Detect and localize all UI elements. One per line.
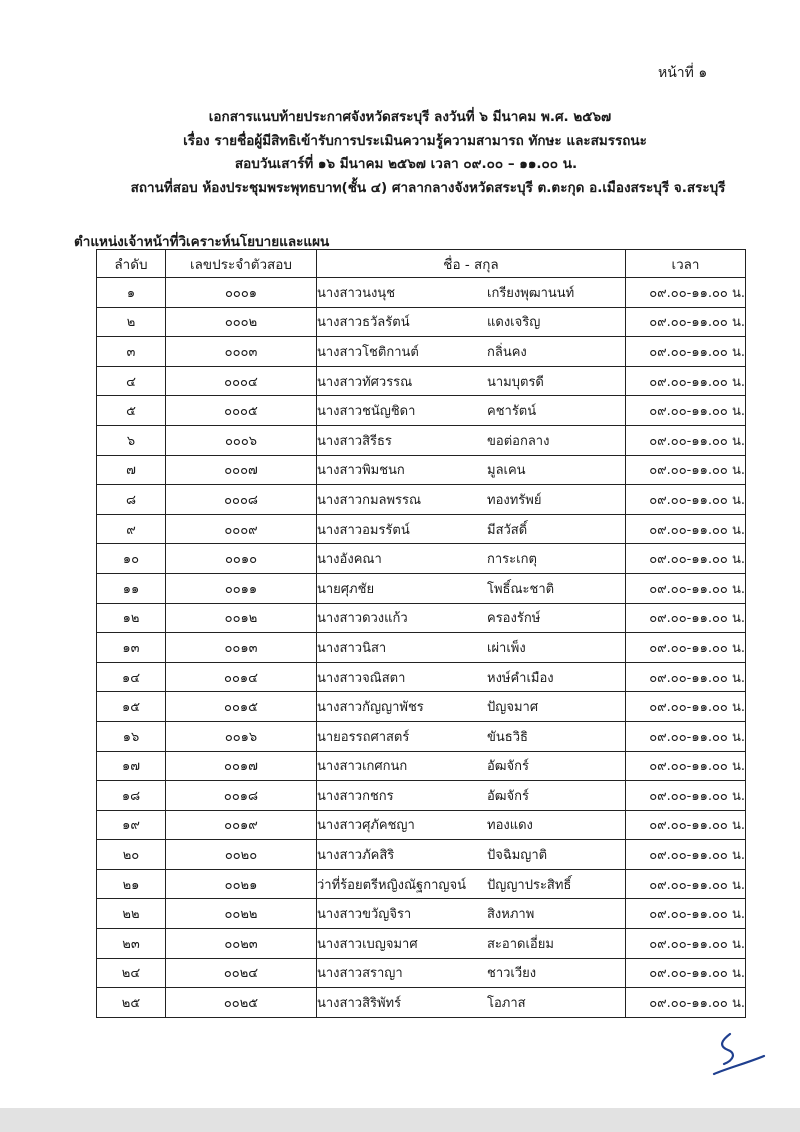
row-full-name [317, 396, 626, 426]
row-full-name [317, 425, 626, 455]
row-time: ๐๙.๐๐-๑๑.๐๐ น. [626, 307, 746, 337]
row-seq: ๑๒ [97, 603, 166, 633]
row-last-name: ทองทรัพย์ [487, 492, 542, 508]
header-announcement-line: เอกสารแนบท้ายประกาศจังหวัดสระบุรี ลงวันที่ ๖ มีนาคม พ.ศ. ๒๕๖๗ [208, 109, 612, 125]
row-time: ๐๙.๐๐-๑๑.๐๐ น. [626, 455, 746, 485]
row-time: ๐๙.๐๐-๑๑.๐๐ น. [626, 603, 746, 633]
row-last-name: มูลเคน [487, 463, 526, 479]
table-row [97, 603, 746, 633]
row-seq: ๑๖ [97, 721, 166, 751]
row-first-name: นางสาวสิริพัทร์ [317, 996, 402, 1012]
row-first-name: นางสาวกมลพรรณ [317, 492, 422, 508]
row-first-name: นางอังคณา [317, 552, 382, 568]
table-row [97, 840, 746, 870]
row-full-name [317, 573, 626, 603]
row-full-name [317, 751, 626, 781]
table-row [97, 485, 746, 515]
candidate-table [96, 249, 746, 1018]
row-exam-id: ๐๐๑๑ [166, 573, 317, 603]
row-seq: ๑๑ [97, 573, 166, 603]
row-seq: ๒๕ [97, 988, 166, 1018]
row-full-name [317, 662, 626, 692]
row-time: ๐๙.๐๐-๑๑.๐๐ น. [626, 899, 746, 929]
row-seq: ๒๑ [97, 869, 166, 899]
row-first-name: นางสาวชนัญชิดา [317, 404, 416, 420]
row-last-name: แดงเจริญ [487, 315, 541, 331]
row-last-name: โพธิ์ณะชาติ [487, 581, 555, 597]
row-first-name: นางสาวภัคสิริ [317, 848, 395, 864]
row-time: ๐๙.๐๐-๑๑.๐๐ น. [626, 810, 746, 840]
row-seq: ๑ [97, 278, 166, 308]
table-row [97, 544, 746, 574]
row-time: ๐๙.๐๐-๑๑.๐๐ น. [626, 633, 746, 663]
row-full-name [317, 603, 626, 633]
row-exam-id: ๐๐๐๕ [166, 396, 317, 426]
header-name: ชื่อ - สกุล [317, 250, 626, 278]
row-exam-id: ๐๐๑๒ [166, 603, 317, 633]
row-full-name [317, 337, 626, 367]
header-subject-line: เรื่อง รายชื่อผู้มีสิทธิเข้ารับการประเมินความรู้ความสามารถ ทักษะ และสมรรถนะ [183, 132, 647, 149]
row-full-name [317, 869, 626, 899]
row-full-name [317, 781, 626, 811]
row-seq: ๖ [97, 425, 166, 455]
page-number: หน้าที่ ๑ [658, 65, 708, 81]
row-first-name: นางสาวกัญญาพัชร [317, 700, 424, 716]
row-full-name [317, 692, 626, 722]
row-full-name [317, 455, 626, 485]
row-last-name: สิงหภาพ [487, 907, 535, 923]
row-last-name: กลิ่นคง [487, 344, 527, 360]
row-first-name: นางสาวธวัลรัตน์ [317, 315, 410, 331]
table-body [97, 278, 746, 1018]
table-row [97, 662, 746, 692]
row-last-name: อัฒจักร์ [487, 788, 530, 804]
row-time: ๐๙.๐๐-๑๑.๐๐ น. [626, 751, 746, 781]
table-row [97, 278, 746, 308]
row-time: ๐๙.๐๐-๑๑.๐๐ น. [626, 721, 746, 751]
row-last-name: คชารัตน์ [487, 404, 537, 420]
row-exam-id: ๐๐๐๙ [166, 514, 317, 544]
header-exam-date-line: สอบวันเสาร์ที่ ๑๖ มีนาคม ๒๕๖๗ เวลา ๐๙.๐๐ – ๑๑.๐๐ น. [234, 156, 578, 172]
row-first-name: ว่าที่ร้อยตรีหญิงณัฐกาญจน์ [317, 877, 466, 893]
scan-footer-band [0, 1108, 800, 1132]
row-full-name [317, 278, 626, 308]
row-time: ๐๙.๐๐-๑๑.๐๐ น. [626, 929, 746, 959]
table-row [97, 929, 746, 959]
row-full-name [317, 988, 626, 1018]
row-exam-id: ๐๐๒๕ [166, 988, 317, 1018]
row-time: ๐๙.๐๐-๑๑.๐๐ น. [626, 781, 746, 811]
header-time: เวลา [626, 250, 746, 278]
row-time: ๐๙.๐๐-๑๑.๐๐ น. [626, 366, 746, 396]
table-row [97, 366, 746, 396]
row-seq: ๑๙ [97, 810, 166, 840]
row-exam-id: ๐๐๑๙ [166, 810, 317, 840]
row-exam-id: ๐๐๐๑ [166, 278, 317, 308]
row-time: ๐๙.๐๐-๑๑.๐๐ น. [626, 958, 746, 988]
table-row [97, 810, 746, 840]
row-full-name [317, 366, 626, 396]
row-exam-id: ๐๐๐๔ [166, 366, 317, 396]
row-last-name: เกรียงพุฒานนท์ [487, 285, 575, 301]
row-seq: ๑๕ [97, 692, 166, 722]
row-time: ๐๙.๐๐-๑๑.๐๐ น. [626, 662, 746, 692]
row-last-name: โอภาส [487, 996, 526, 1012]
row-time: ๐๙.๐๐-๑๑.๐๐ น. [626, 425, 746, 455]
header-exam-location-line: สถานที่สอบ ห้องประชุมพระพุทธบาท(ชั้น ๔) ศาลากลางจังหวัดสระบุรี ต.ตะกุด อ.เมืองสระบุรี จ.สระบุรี [130, 179, 726, 196]
row-first-name: นายศุภชัย [317, 581, 375, 597]
row-exam-id: ๐๐๒๐ [166, 840, 317, 870]
row-seq: ๒๔ [97, 958, 166, 988]
row-time: ๐๙.๐๐-๑๑.๐๐ น. [626, 396, 746, 426]
row-full-name [317, 633, 626, 663]
row-exam-id: ๐๐๑๓ [166, 633, 317, 663]
table-row [97, 721, 746, 751]
row-seq: ๔ [97, 366, 166, 396]
row-seq: ๑๘ [97, 781, 166, 811]
row-exam-id: ๐๐๑๗ [166, 751, 317, 781]
signature-mark [708, 1030, 768, 1080]
table-row [97, 692, 746, 722]
row-first-name: นางสาวขวัญจิรา [317, 907, 412, 923]
row-last-name: ปัญจมาศ [487, 700, 539, 716]
row-first-name: นางสาวสิรีธร [317, 433, 392, 449]
row-seq: ๑๔ [97, 662, 166, 692]
row-last-name: นามบุตรดี [487, 374, 544, 390]
row-last-name: ปัญญาประสิทธิ์ [487, 877, 572, 893]
row-seq: ๑๐ [97, 544, 166, 574]
row-time: ๐๙.๐๐-๑๑.๐๐ น. [626, 692, 746, 722]
row-first-name: นางสาวเบญจมาศ [317, 936, 418, 952]
row-time: ๐๙.๐๐-๑๑.๐๐ น. [626, 988, 746, 1018]
row-last-name: หงษ์คำเมือง [487, 670, 554, 686]
row-first-name: นางสาวศุภัคชญา [317, 818, 415, 834]
row-last-name: ปัจฉิมญาติ [487, 848, 548, 864]
row-full-name [317, 958, 626, 988]
row-first-name: นางสาวจณิสตา [317, 670, 406, 686]
table-row [97, 958, 746, 988]
row-time: ๐๙.๐๐-๑๑.๐๐ น. [626, 869, 746, 899]
row-first-name: นายอรรถศาสตร์ [317, 729, 410, 745]
row-full-name [317, 810, 626, 840]
row-exam-id: ๐๐๒๔ [166, 958, 317, 988]
row-exam-id: ๐๐๑๕ [166, 692, 317, 722]
row-first-name: นางสาวนงนุช [317, 285, 396, 301]
row-exam-id: ๐๐๐๒ [166, 307, 317, 337]
position-title: ตำแหน่งเจ้าหน้าที่วิเคราะห์นโยบายและแผน [74, 234, 330, 250]
row-last-name: การะเกตุ [487, 552, 537, 568]
table-row [97, 307, 746, 337]
row-full-name [317, 840, 626, 870]
row-exam-id: ๐๐๑๘ [166, 781, 317, 811]
table-row [97, 899, 746, 929]
header-seq: ลำดับ [97, 250, 166, 278]
row-last-name: สะอาดเอี่ยม [487, 936, 554, 952]
row-time: ๐๙.๐๐-๑๑.๐๐ น. [626, 514, 746, 544]
row-seq: ๗ [97, 455, 166, 485]
table-row [97, 573, 746, 603]
row-time: ๐๙.๐๐-๑๑.๐๐ น. [626, 840, 746, 870]
table-row [97, 425, 746, 455]
row-full-name [317, 514, 626, 544]
row-first-name: นางสาวพิมชนก [317, 463, 405, 479]
table-row [97, 633, 746, 663]
table-row [97, 337, 746, 367]
row-first-name: นางสาวนิสา [317, 640, 387, 656]
row-last-name: เผ่าเพ็ง [487, 640, 526, 656]
row-seq: ๘ [97, 485, 166, 515]
row-time: ๐๙.๐๐-๑๑.๐๐ น. [626, 544, 746, 574]
row-seq: ๑๓ [97, 633, 166, 663]
row-seq: ๒ [97, 307, 166, 337]
row-exam-id: ๐๐๒๓ [166, 929, 317, 959]
row-first-name: นางสาวกชกร [317, 788, 394, 804]
row-full-name [317, 721, 626, 751]
row-first-name: นางสาวสราญา [317, 966, 403, 982]
row-last-name: มีสวัสดิ์ [487, 522, 528, 538]
table-row [97, 514, 746, 544]
row-first-name: นางสาวอมรรัตน์ [317, 522, 410, 538]
row-seq: ๒๒ [97, 899, 166, 929]
row-last-name: อัฒจักร์ [487, 759, 530, 775]
row-exam-id: ๐๐๑๖ [166, 721, 317, 751]
row-last-name: ขอต่อกลาง [487, 433, 550, 449]
row-exam-id: ๐๐๑๔ [166, 662, 317, 692]
table-row [97, 988, 746, 1018]
table-row [97, 781, 746, 811]
row-last-name: ทองแดง [487, 818, 533, 834]
row-seq: ๕ [97, 396, 166, 426]
row-seq: ๑๗ [97, 751, 166, 781]
row-exam-id: ๐๐๐๘ [166, 485, 317, 515]
row-last-name: ชาวเวียง [487, 966, 537, 982]
row-exam-id: ๐๐๒๑ [166, 869, 317, 899]
table-row [97, 751, 746, 781]
row-last-name: ขันธวิธิ [487, 729, 528, 745]
document-header [0, 106, 800, 200]
row-exam-id: ๐๐๑๐ [166, 544, 317, 574]
row-seq: ๒๓ [97, 929, 166, 959]
row-exam-id: ๐๐๒๒ [166, 899, 317, 929]
row-full-name [317, 899, 626, 929]
row-time: ๐๙.๐๐-๑๑.๐๐ น. [626, 278, 746, 308]
row-time: ๐๙.๐๐-๑๑.๐๐ น. [626, 337, 746, 367]
row-exam-id: ๐๐๐๖ [166, 425, 317, 455]
header-exam-id: เลขประจำตัวสอบ [166, 250, 317, 278]
row-seq: ๙ [97, 514, 166, 544]
row-last-name: ครองรักษ์ [487, 611, 541, 627]
row-first-name: นางสาวโชติกานต์ [317, 344, 419, 360]
row-full-name [317, 307, 626, 337]
row-exam-id: ๐๐๐๓ [166, 337, 317, 367]
row-first-name: นางสาวทัศวรรณ [317, 374, 413, 390]
row-seq: ๒๐ [97, 840, 166, 870]
table-row [97, 396, 746, 426]
row-first-name: นางสาวเกศกนก [317, 759, 408, 775]
table-row [97, 869, 746, 899]
table-row [97, 455, 746, 485]
row-exam-id: ๐๐๐๗ [166, 455, 317, 485]
row-time: ๐๙.๐๐-๑๑.๐๐ น. [626, 573, 746, 603]
row-seq: ๓ [97, 337, 166, 367]
row-full-name [317, 485, 626, 515]
row-first-name: นางสาวดวงแก้ว [317, 611, 408, 627]
table-header-row [97, 250, 746, 278]
row-full-name [317, 929, 626, 959]
row-full-name [317, 544, 626, 574]
row-time: ๐๙.๐๐-๑๑.๐๐ น. [626, 485, 746, 515]
